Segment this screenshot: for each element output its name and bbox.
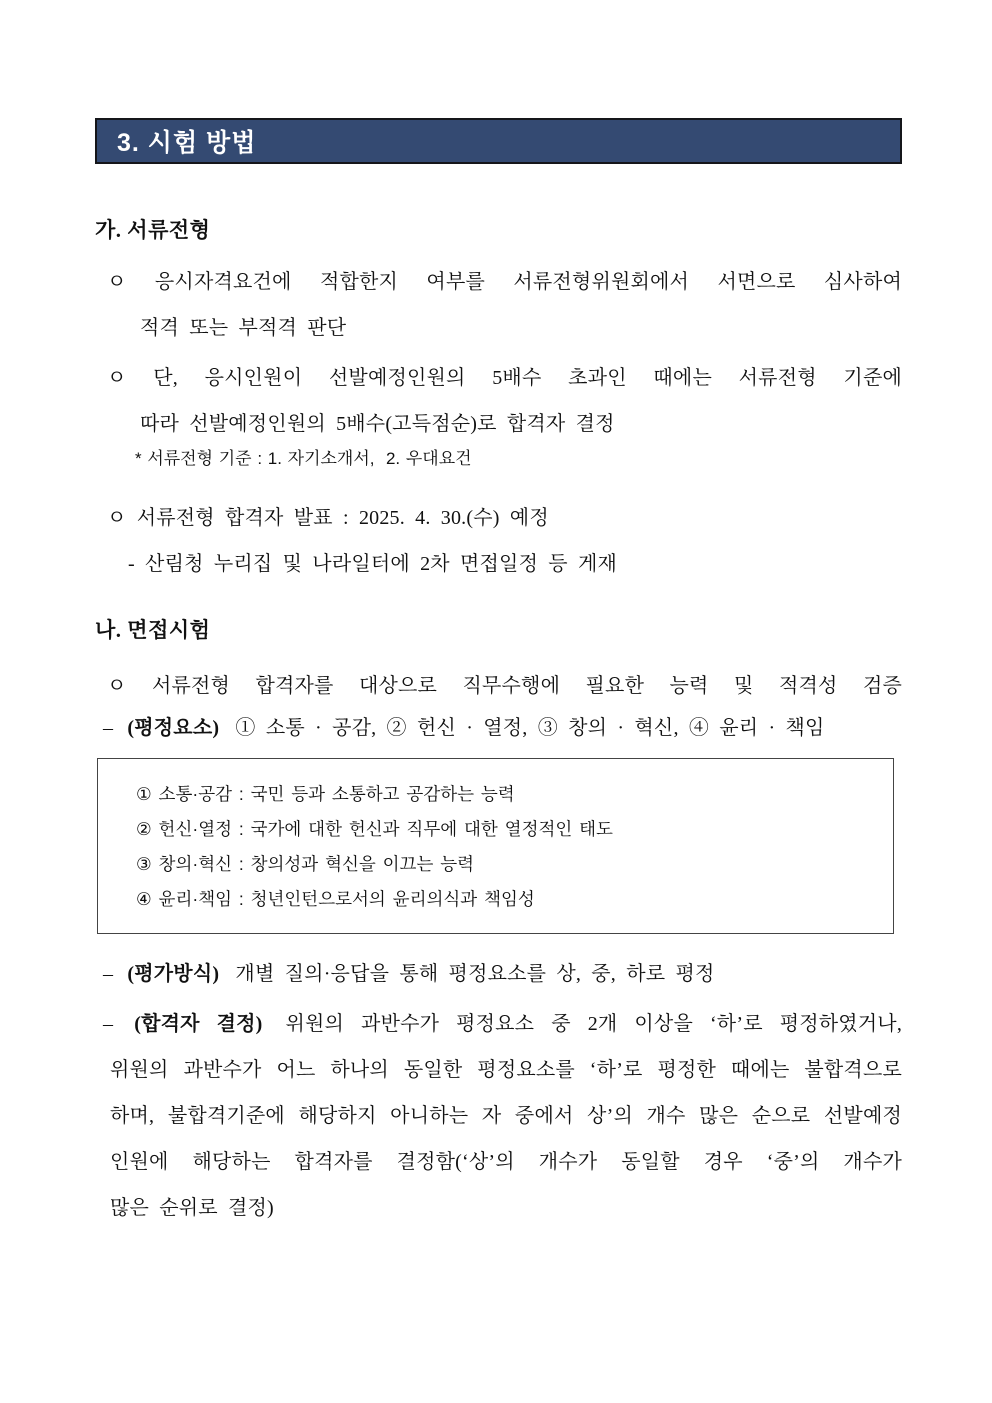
pass-decision-line2: 위원의 과반수가 어느 하나의 동일한 평정요소를 ‘하’로 평정한 때에는 불합격으로 bbox=[110, 1059, 902, 1081]
pass-decision-text: 위원의 과반수가 평정요소 중 2개 이상을 ‘하’로 평정하였거나, bbox=[285, 1013, 903, 1035]
criteria-item-dedication: ② 헌신·열정 : 국가에 대한 헌신과 직무에 대한 열정적인 태도 bbox=[136, 819, 613, 839]
interview-purpose-line: ㅇ 서류전형 합격자를 대상으로 직무수행에 필요한 능력 및 적격성 검증 bbox=[107, 675, 902, 697]
heading-document-screening: 가. 서류전형 bbox=[95, 218, 211, 242]
pass-decision-line3: 하며, 불합격기준에 해당하지 아니하는 자 중에서 상’의 개수 많은 순으로 선발예정 bbox=[110, 1105, 902, 1127]
dash-marker: – bbox=[103, 717, 114, 739]
pass-decision-label: (합격자 결정) bbox=[134, 1013, 263, 1035]
evaluation-method-line bbox=[95, 962, 902, 986]
criteria-item-communication: ① 소통·공감 : 국민 등과 소통하고 공감하는 능력 bbox=[136, 784, 515, 804]
rating-elements-line bbox=[95, 716, 902, 740]
rating-criteria-box bbox=[97, 758, 894, 934]
evaluation-method-label: (평가방식) bbox=[127, 963, 220, 985]
pass-decision-line4: 인원에 해당하는 합격자를 결정함(‘상’의 개수가 동일할 경우 ‘중’의 개수가 bbox=[110, 1151, 902, 1173]
screening-result-date-line: ㅇ 서류전형 합격자 발표 : 2025. 4. 30.(수) 예정 bbox=[107, 507, 549, 529]
dash-marker: – bbox=[103, 963, 114, 985]
screening-criteria-note: * 서류전형 기준 : 1. 자기소개서, 2. 우대요건 bbox=[135, 449, 472, 468]
screening-review-line2: 적격 또는 부적격 판단 bbox=[140, 317, 347, 339]
section-title: 3. 시험 방법 bbox=[117, 129, 257, 157]
criteria-item-ethics: ④ 윤리·책임 : 청년인턴으로서의 윤리의식과 책임성 bbox=[136, 889, 535, 909]
screening-multiple-line1: ㅇ 단, 응시인원이 선발예정인원의 5배수 초과인 때에는 서류전형 기준에 bbox=[107, 367, 902, 389]
screening-review-line1: ㅇ 응시자격요건에 적합한지 여부를 서류전형위원회에서 서면으로 심사하여 bbox=[107, 271, 902, 293]
section-title-bar bbox=[95, 118, 902, 164]
pass-decision-line5: 많은 순위로 결정) bbox=[110, 1197, 274, 1219]
screening-multiple-line2: 따라 선발예정인원의 5배수(고득점순)로 합격자 결정 bbox=[140, 413, 615, 435]
pass-decision-line1 bbox=[95, 1012, 902, 1036]
screening-result-notice-line: - 산림청 누리집 및 나라일터에 2차 면접일정 등 게재 bbox=[128, 553, 618, 575]
dash-marker: – bbox=[103, 1013, 114, 1035]
criteria-item-creativity: ③ 창의·혁신 : 창의성과 혁신을 이끄는 능력 bbox=[136, 854, 475, 874]
rating-elements-text: ① 소통 · 공감, ② 헌신 · 열정, ③ 창의 · 혁신, ④ 윤리 · 책임 bbox=[235, 717, 825, 739]
evaluation-method-text: 개별 질의·응답을 통해 평정요소를 상, 중, 하로 평정 bbox=[235, 963, 715, 985]
heading-interview-exam: 나. 면접시험 bbox=[95, 618, 211, 642]
rating-elements-label: (평정요소) bbox=[127, 717, 220, 739]
